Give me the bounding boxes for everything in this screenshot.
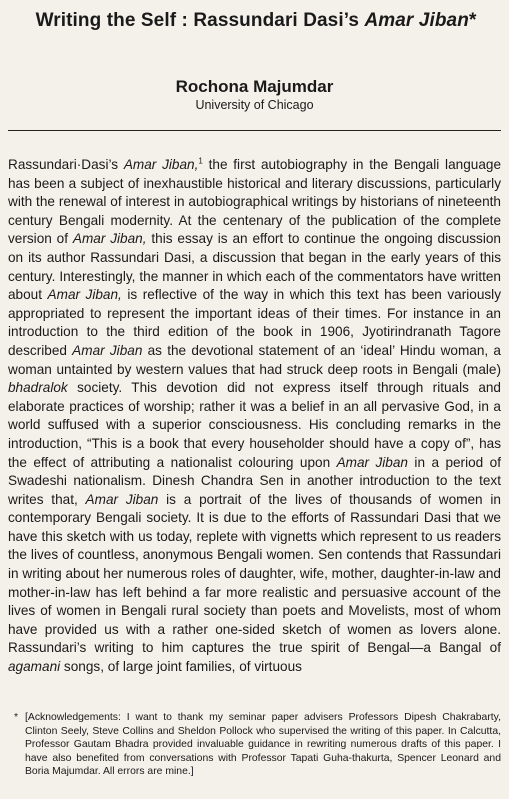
article-title xyxy=(10,10,502,32)
text-run: as the devotional statement of an ‘ideal’ Hindu woman, a woman untainted by western values that had struck deep roots in Bengali (male) xyxy=(8,342,501,377)
text-run: the first autobiography in the Bengali language has been a subject of inexhaustible historical and literary discussions, particularly with the renewal of interest in autobiographical writings by historians of nineteenth century Bengali modernity. At the centenary of the publication of the complete version of xyxy=(8,157,502,247)
author-name: Rochona Majumdar xyxy=(175,77,334,96)
author-affiliation: University of Chicago xyxy=(195,98,314,112)
text-run: society. This devotion did not express itself through rituals and elaborate practices of worship; rather it was a belief in an all pervasive God, in a world suffused with a superior consciousness. His concluding remarks in the introduction, “This is a book that every householder should have a copy of”, has the effect of attributing a nationalist colouring upon xyxy=(8,380,501,470)
footnote-ref: 1 xyxy=(198,156,203,166)
header-divider xyxy=(8,130,501,131)
italic-term: Amar Jiban, xyxy=(123,157,199,172)
italic-term: agamani xyxy=(8,659,61,675)
italic-term: Amar Jiban xyxy=(336,454,408,470)
italic-term: Amar Jiban, xyxy=(47,287,122,303)
italic-term: Amar Jiban xyxy=(85,491,159,507)
text-run: songs, of large joint families, of virtuous xyxy=(60,659,302,675)
title-italic: Amar Jiban xyxy=(364,10,469,31)
text-run: is reflective of the way in which this text has been variously appropriated to represent the important ideas of their times. For instance in an introduction to the third edition of the book in 1906, Jyotirindranath Tagore described xyxy=(8,287,501,358)
text-run: is a portrait of the lives of thousands of women in contemporary Bengali society. It is due to the efforts of Rassundari Dasi that we have this sketch with us today, replete with vignetts which represent to us readers the lives of countless, anonymous Bengali women. Sen contends that Rassundari in writing about her numerous roles of daughter, wife, mother, daughter-in-law and mother-in-law has left behind a far more realistic and persuasive account of the lives of women in Bengali rural society than poets and Movelists, most of whom have provided us with a rather one-sided sketch of women as lovers alone. Rassundari’s writing to him captures the true spirit of Bengal—a Bangal of xyxy=(8,491,501,656)
title-footnote-star: * xyxy=(468,10,477,31)
text-run: in a period of Swadeshi nationalism. Dinesh Chandra Sen in another introduction to the text writes that, xyxy=(8,454,501,507)
title-main: Writing the Self : Rassundari Dasi’s xyxy=(35,10,365,31)
acknowledgement-footnote xyxy=(14,711,501,779)
body-paragraph xyxy=(8,156,501,677)
italic-term: Amar Jiban xyxy=(72,342,143,358)
footnote-text: [Acknowledgements: I want to thank my seminar paper advisers Professors Dipesh Chakrabarty, Clinton Seely, Steve Collins and Sheldon Pollock who supervised the writing of this paper. In Calcutta, Professor Gautam Bhadra provided invaluable guidance in rewriting numerous drafts of this paper. I have also benefited from conversations with Professor Tapati Guha-thakurta, Spencer Leonard and Boria Majumdar. All errors are mine.] xyxy=(25,712,501,778)
paragraph-text xyxy=(8,156,501,677)
italic-term: Amar Jiban, xyxy=(72,231,147,247)
text-run: Rassundari·Dasi’s xyxy=(8,157,124,172)
text-run: this essay is an effort to continue the ongoing discussion on its author Rassundari Dasi, a discussion that began in the early years of this century. Interestingly, the manner in which each of the commentators have written about xyxy=(8,231,501,303)
italic-term: bhadralok xyxy=(8,380,68,396)
footnote-mark: * xyxy=(14,712,19,723)
